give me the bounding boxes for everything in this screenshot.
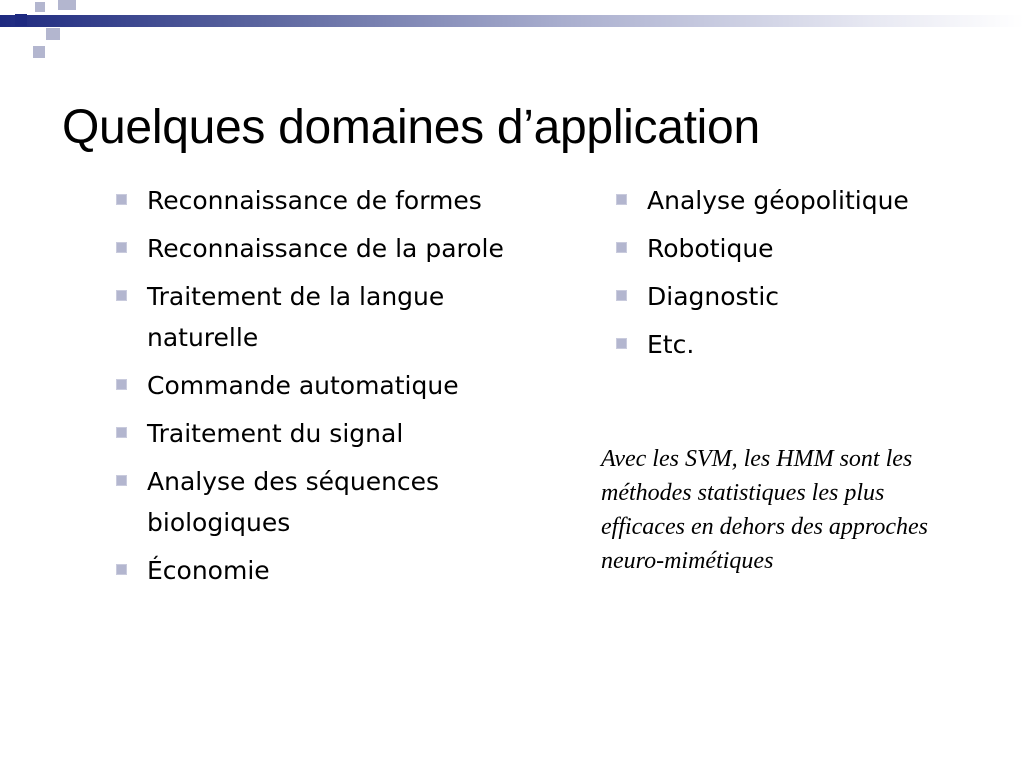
list-item: [116, 413, 526, 454]
square-bullet-icon: [616, 290, 627, 301]
list-item-text: Etc.: [647, 330, 695, 359]
list-item: [116, 180, 526, 221]
list-item-text: Traitement du signal: [147, 419, 404, 448]
decor-square-dark: [15, 14, 27, 26]
decor-square-light: [58, 0, 76, 10]
list-item-text: Économie: [147, 556, 270, 585]
list-item-text: Analyse des séquences biologiques: [147, 467, 440, 537]
slide-title: Quelques domaines d’application: [62, 101, 760, 154]
list-item-text: Analyse géopolitique: [647, 186, 909, 215]
italic-note: Avec les SVM, les HMM sont les méthodes statistiques les plus efficaces en dehors des approches neuro-mimétiques: [601, 446, 929, 574]
square-bullet-icon: [616, 242, 627, 253]
list-item: [116, 228, 526, 269]
square-bullet-icon: [116, 379, 127, 390]
square-bullet-icon: [116, 564, 127, 575]
square-bullet-icon: [116, 475, 127, 486]
list-item: [116, 550, 526, 591]
square-bullet-icon: [116, 427, 127, 438]
left-bullet-list: [116, 180, 526, 598]
list-item: [116, 276, 526, 358]
list-item: [116, 461, 526, 543]
list-item-text: Robotique: [647, 234, 774, 263]
square-bullet-icon: [616, 338, 627, 349]
list-item-text: Diagnostic: [647, 282, 780, 311]
list-item-text: Traitement de la langue naturelle: [147, 282, 445, 352]
decor-square-light: [46, 28, 60, 40]
square-bullet-icon: [616, 194, 627, 205]
decor-square-light: [33, 46, 45, 58]
list-item-text: Commande automatique: [147, 371, 459, 400]
header-gradient-bar: [0, 15, 1024, 27]
list-item: [616, 276, 976, 317]
list-item: [616, 324, 976, 365]
list-item: [116, 365, 526, 406]
list-item-text: Reconnaissance de la parole: [147, 234, 504, 263]
list-item-text: Reconnaissance de formes: [147, 186, 482, 215]
decor-square-light: [35, 2, 45, 12]
square-bullet-icon: [116, 290, 127, 301]
list-item: [616, 228, 976, 269]
square-bullet-icon: [116, 194, 127, 205]
right-bullet-list: [616, 180, 976, 372]
list-item: [616, 180, 976, 221]
square-bullet-icon: [116, 242, 127, 253]
